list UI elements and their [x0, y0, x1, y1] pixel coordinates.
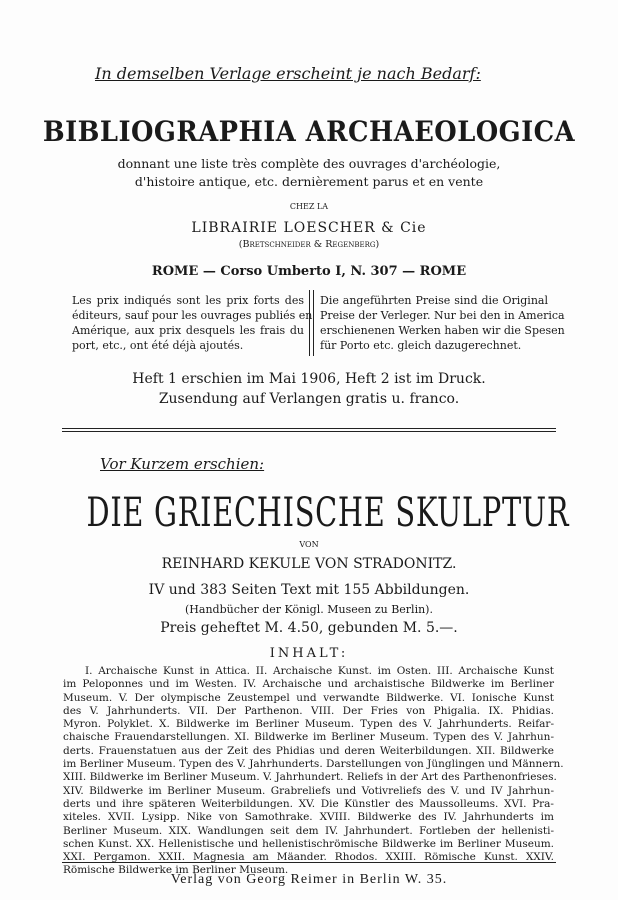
recent-note-text: Vor Kurzem erschien: — [100, 455, 265, 473]
contents-line: im Berliner Museum. Typen des V. Jahrhunderts. Darstellungen von Jünglingen und Männern. — [63, 758, 564, 771]
contents-line: derts und ihre späteren Weiterbildungen. XV. Die Künstler des Maussolleums. XVI. Pra- — [63, 797, 554, 810]
footer-imprint: Verlag von Georg Reimer in Berlin W. 35. — [170, 872, 448, 887]
german-note-line: Die angeführten Preise sind die Original — [320, 294, 548, 307]
french-note-line: port, etc., ont été déjà ajoutés. — [72, 339, 244, 352]
heft-line-2: Zusendung auf Verlangen gratis u. franco. — [158, 391, 460, 407]
contents-line: des V. Jahrhunderts. VII. Der Parthenon. VIII. Der Fries von Phigalia. IX. Phidias. — [63, 704, 554, 717]
chez-la: CHEZ LA — [289, 202, 329, 211]
column-divider — [309, 290, 314, 356]
contents-line: Museum. V. Der olympische Zeustempel und verwandte Bildwerke. VI. Ionische Kunst — [63, 691, 554, 704]
von: VON — [299, 540, 319, 549]
book-title: DIE GRIECHISCHE SKULPTUR — [86, 490, 570, 536]
contents-heading: INHALT: — [269, 646, 349, 661]
contents-line: Myron. Polyklet. X. Bildwerke im Berliner Museum. Typen des V. Jahrhunderts. Reifar- — [63, 718, 554, 731]
french-note-line: Les prix indiqués sont les prix forts des — [72, 294, 304, 307]
contents-line: XXI. Pergamon. XXII. Magnesia am Mäander. Rhodos. XXIII. Römische Kunst. XXIV. — [63, 851, 554, 864]
german-note-line: für Porto etc. gleich dazugerechnet. — [320, 339, 522, 352]
contents-line: I. Archaische Kunst in Attica. II. Archaische Kunst. im Osten. III. Archaische Kunst — [85, 665, 554, 677]
french-note-line: éditeurs, sauf pour les ouvrages publiés en — [72, 309, 313, 322]
contents-line: XIV. Bildwerke im Berliner Museum. Grabreliefs und Votivreliefs des V. und IV Jahrhun- — [63, 784, 554, 797]
bibliography-title: BIBLIOGRAPHIA ARCHAEOLOGICA — [42, 115, 576, 148]
publisher-name: LIBRAIRIE LOESCHER & Cie — [191, 220, 427, 236]
subtitle-line-2: d'histoire antique, etc. dernièrement parus et en vente — [134, 174, 484, 189]
contents-paragraph — [63, 665, 564, 878]
french-note — [72, 293, 313, 353]
contents-line: schen Kunst. XX. Hellenistische und hellenistischrömische Bildwerke im Berliner Museum. — [63, 837, 554, 850]
contents-line: im Peloponnes und im Westen. IV. Archaische und archaistische Bildwerke im Berliner — [63, 678, 554, 691]
series: (Handbücher der Königl. Museen zu Berlin). — [185, 603, 433, 616]
address: ROME — Corso Umberto I, N. 307 — ROME — [151, 264, 467, 279]
contents-line: Berliner Museum. XIX. Wandlungen seit dem IV. Jahrhundert. Fortleben der hellenisti- — [63, 824, 554, 837]
subtitle-line-1: donnant une liste très complète des ouvrages d'archéologie, — [117, 156, 501, 171]
recent-note — [100, 455, 264, 473]
contents-line: xiteles. XVII. Lysipp. Nike von Samothrake. XVIII. Bildwerke des IV. Jahrhunderts im — [63, 811, 554, 824]
double-rule — [62, 428, 556, 432]
header-note-text: In demselben Verlage erscheint je nach Bedarf: — [95, 64, 481, 83]
german-note — [320, 293, 565, 353]
contents-line: XIII. Bildwerke im Berliner Museum. V. Jahrhundert. Reliefs in der Art des Parthenonfrieses. — [63, 771, 557, 784]
page-count: IV und 383 Seiten Text mit 155 Abbildungen. — [148, 582, 470, 598]
heft-line-1: Heft 1 erschien im Mai 1906, Heft 2 ist im Druck. — [132, 371, 486, 387]
german-note-line: Preise der Verleger. Nur bei den in America — [320, 309, 565, 322]
contents-line: chaische Frauendarstellungen. XI. Bildwerke im Berliner Museum. Typen des V. Jahrhun- — [63, 731, 554, 744]
german-note-line: erschienenen Werken haben wir die Spesen — [320, 324, 565, 337]
header-note — [95, 64, 481, 83]
publisher-sub: (Bretschneider & Regenberg) — [238, 239, 380, 250]
french-note-line: Amérique, aux prix desquels les frais du — [72, 324, 304, 337]
contents-line: derts. Frauenstatuen aus der Zeit des Phidias und deren Weiterbildungen. XII. Bildwerke — [63, 744, 554, 757]
author: REINHARD KEKULE VON STRADONITZ. — [161, 556, 457, 572]
contents-line: Römische Bildwerke im Berliner Museum. — [63, 864, 289, 877]
price: Preis geheftet M. 4.50, gebunden M. 5.—. — [160, 620, 458, 636]
footer-rule — [62, 862, 556, 863]
